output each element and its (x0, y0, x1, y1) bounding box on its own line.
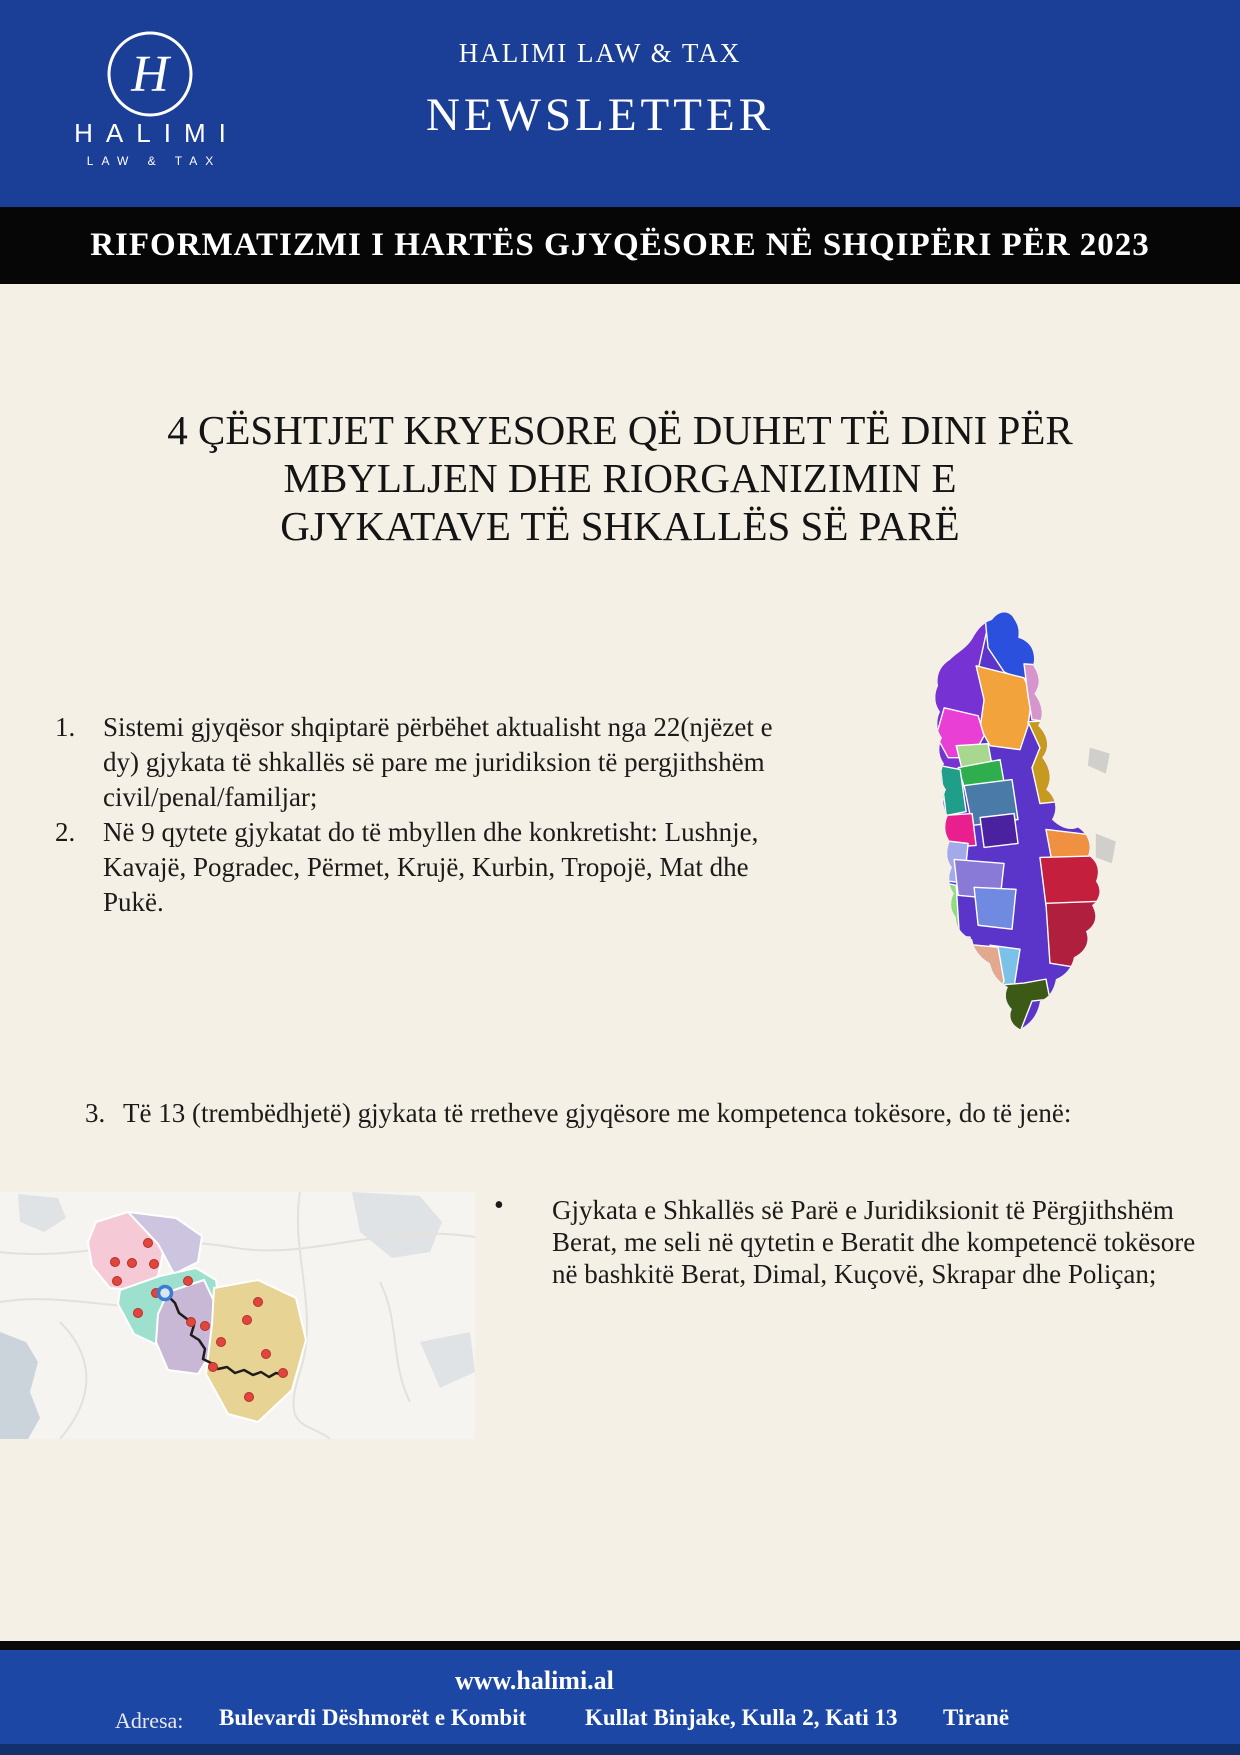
map-region (1024, 664, 1078, 724)
red-marker-icon (201, 1322, 210, 1331)
red-marker-icon (243, 1316, 252, 1325)
header-subtitle: NEWSLETTER (425, 89, 775, 141)
red-marker-icon (111, 1258, 120, 1267)
berat-district-map (0, 1192, 475, 1439)
red-marker-icon (184, 1277, 193, 1286)
banner-title: RIFORMATIZMI I HARTËS GJYQËSORE NË SHQIPËRI PËR 2023 (90, 227, 1150, 263)
article-heading-line2: MBYLLJEN DHE RIORGANIZIMIN E (283, 455, 957, 501)
map-region (932, 933, 970, 991)
red-marker-icon (144, 1239, 153, 1248)
albania-regions-map (928, 608, 1118, 1032)
map-region (1046, 901, 1100, 969)
map-region (980, 814, 1018, 848)
logo-tagline: LAW & TAX (86, 154, 222, 168)
map-shadow (1096, 833, 1116, 863)
red-marker-icon (150, 1260, 159, 1269)
list-item-number: 2. (55, 817, 76, 847)
red-marker-icon (279, 1369, 288, 1378)
article-heading (60, 406, 1180, 550)
list-item-number: 3. (85, 1098, 106, 1128)
logo-monogram-letter: H (131, 46, 169, 103)
footer-divider (0, 1641, 1240, 1650)
address-street: Bulevardi Dëshmorët e Kombit (219, 1705, 527, 1730)
map-region (962, 995, 992, 1021)
website-link[interactable]: www.halimi.al (455, 1666, 614, 1695)
list-item-number: 1. (55, 712, 76, 742)
bullet-text: Gjykata e Shkallës së Parë e Juridiksionit të Përgjithshëm Berat, me seli në qytetin e Beratit dhe kompetencë tokësore në bashkitë Berat, Dimal, Kuçovë, Skrapar dhe Poliçan; (552, 1195, 1196, 1289)
map-region (974, 887, 1016, 929)
map-region (1028, 720, 1090, 804)
header (0, 0, 1240, 207)
map-region (928, 879, 960, 951)
red-marker-icon (245, 1393, 254, 1402)
red-marker-icon (262, 1350, 271, 1359)
address-label: Adresa: (115, 1708, 184, 1733)
footer (0, 1650, 1240, 1744)
article-heading-line1: 4 ÇËSHTJET KRYESORE QË DUHET TË DINI PËR (167, 407, 1073, 453)
numbered-list (55, 710, 773, 920)
list-item-text: Sistemi gjyqësor shqiptarë përbëhet aktualisht nga 22(njëzet e dy) gjykata të shkallës së pare me juridiksion të pergjithshëm civil/penal/familjar; (103, 712, 773, 812)
red-marker-icon (128, 1259, 137, 1268)
red-marker-icon (113, 1277, 122, 1286)
list-item-text: Të 13 (trembëdhjetë) gjykata të rretheve gjyqësore me kompetenca tokësore, do të jenë: (123, 1098, 1072, 1128)
red-marker-icon (217, 1338, 226, 1347)
header-title: HALIMI LAW & TAX (458, 38, 742, 68)
red-marker-icon (187, 1318, 196, 1327)
list-item-three (85, 1098, 1195, 1129)
logo-brand: HALIMI (74, 118, 239, 148)
red-marker-icon (134, 1309, 143, 1318)
red-marker-icon (254, 1298, 263, 1307)
headline-banner (0, 207, 1240, 284)
map-region (954, 943, 1004, 1003)
red-marker-icon (209, 1363, 218, 1372)
bullet-marker: • (494, 1190, 504, 1221)
start-marker-icon (159, 1287, 172, 1300)
map-region (1040, 855, 1114, 909)
list-item-text: Në 9 qytete gjykatat do të mbyllen dhe konkretisht: Lushnje, Kavajë, Pogradec, Përmet, Krujë, Kurbin, Tropojë, Mat dhe Pukë. (103, 817, 759, 917)
footer-bottom-strip (0, 1744, 1240, 1755)
address-building: Kullat Binjake, Kulla 2, Kati 13 (585, 1705, 898, 1730)
map-region (986, 979, 1050, 1032)
article-heading-line3: GJYKATAVE TË SHKALLËS SË PARË (280, 503, 960, 549)
map-shadow (1088, 748, 1110, 774)
list-item (55, 710, 773, 815)
list-item (55, 815, 773, 920)
address-city: Tiranë (943, 1705, 1010, 1730)
